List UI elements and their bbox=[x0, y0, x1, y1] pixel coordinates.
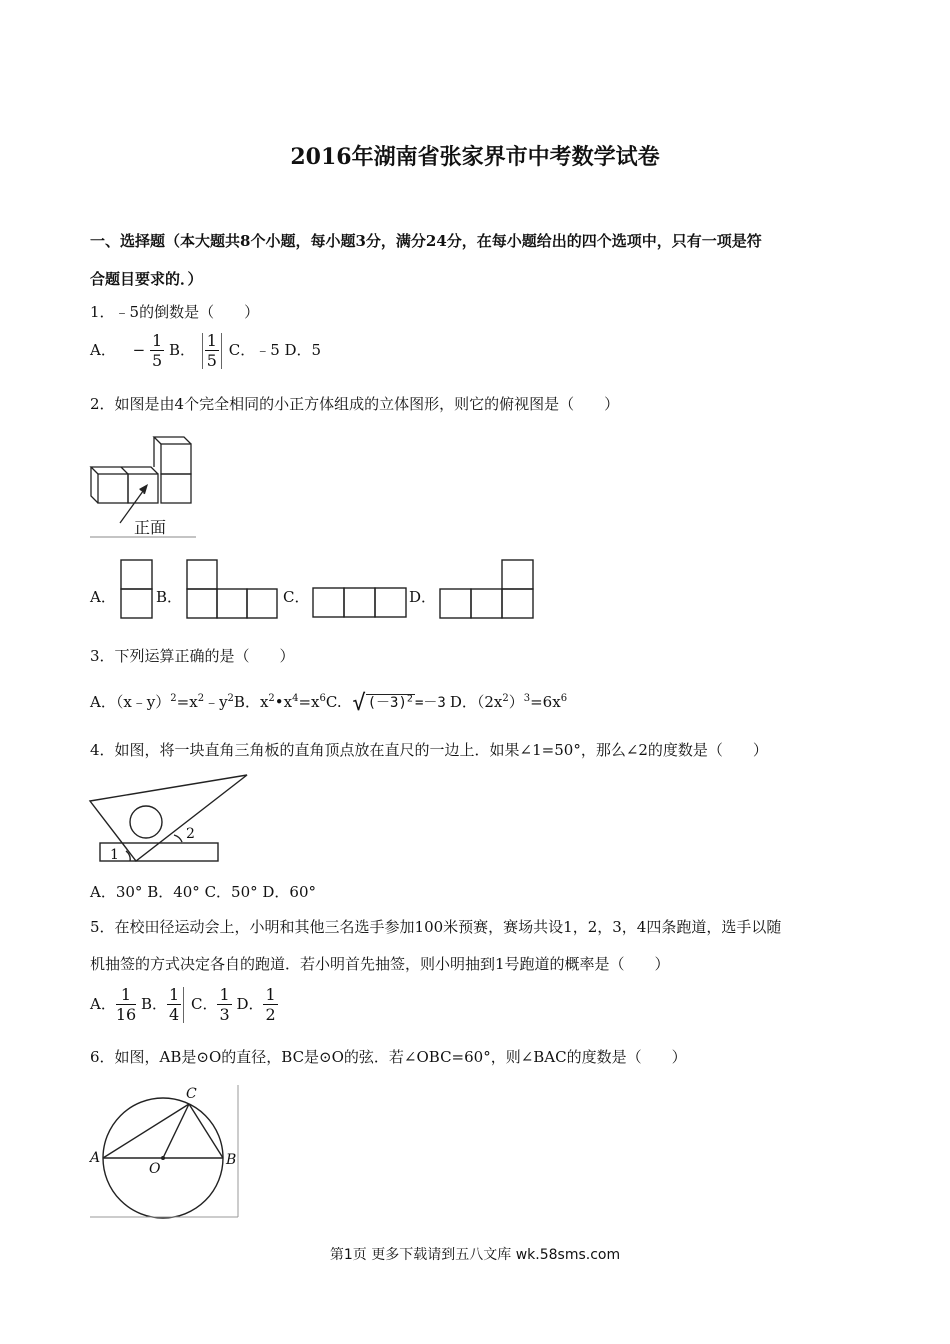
q5-option-b-label: B． bbox=[140, 995, 168, 1013]
q2-option-b-figure bbox=[186, 559, 280, 619]
q3-d-mid: ） bbox=[508, 693, 524, 711]
q3-a-sup1: 2 bbox=[170, 693, 177, 704]
question-2-stem: 2．如图是由4个完全相同的小正方体组成的立体图形，则它的俯视图是（ ） bbox=[90, 395, 620, 413]
q6-point-a: A bbox=[90, 1150, 101, 1166]
q3-c-inner: (－3) bbox=[367, 695, 407, 711]
q5-b-numerator: 1 bbox=[169, 985, 180, 1004]
question-3-options bbox=[90, 691, 567, 716]
q5-d-denominator: 2 bbox=[265, 1005, 276, 1024]
q5-option-a-fraction bbox=[116, 987, 136, 1023]
q1-options-rest: C．﹣5 D．5 bbox=[228, 341, 322, 359]
q5-bar-b bbox=[183, 987, 184, 1023]
q3-b-mid2: =x bbox=[298, 693, 320, 711]
page-title: 2016年湖南省张家界市中考数学试卷 bbox=[290, 144, 660, 170]
q5-a-denominator: 16 bbox=[115, 1005, 137, 1024]
q6-point-b: B bbox=[226, 1152, 237, 1168]
q3-option-c-label: C. bbox=[325, 693, 342, 711]
q5-option-c-fraction bbox=[217, 987, 231, 1023]
q2-option-d-figure bbox=[439, 559, 535, 619]
question-5-line2: 机抽签的方式决定各自的跑道．若小明首先抽签，则小明抽到1号跑道的概率是（ ） bbox=[90, 955, 670, 973]
q3-a-sup2: 2 bbox=[197, 693, 205, 704]
question-1-options bbox=[90, 333, 321, 369]
q5-c-numerator: 1 bbox=[219, 985, 230, 1004]
q3-a-mid: =x bbox=[176, 693, 198, 711]
q5-a-numerator: 1 bbox=[116, 987, 136, 1005]
q2-option-b-label: B． bbox=[156, 588, 183, 606]
q5-option-c-label: C． bbox=[190, 995, 218, 1013]
q1-bar-left bbox=[202, 333, 203, 369]
q3-a-mid2: ﹣y bbox=[204, 693, 228, 711]
q1-a-denominator: 5 bbox=[151, 351, 163, 370]
q6-circle-figure bbox=[88, 1085, 240, 1219]
q3-d-sup3: 6 bbox=[560, 693, 568, 704]
q4-angle-1-label: 1 bbox=[110, 847, 119, 863]
q2-option-a-figure bbox=[120, 559, 154, 619]
q4-ruler-triangle-figure bbox=[88, 772, 250, 864]
question-5-options bbox=[90, 987, 278, 1023]
q5-option-d-label: D． bbox=[236, 995, 264, 1013]
q3-a-sup3: 2 bbox=[227, 693, 234, 704]
q5-d-numerator: 1 bbox=[265, 985, 276, 1004]
question-4-options: A．30° B．40° C．50° D．60° bbox=[90, 883, 317, 901]
q3-b-sup3: 6 bbox=[319, 693, 326, 704]
q3-option-d-label: D．（2x bbox=[449, 693, 503, 711]
q3-c-rhs: =－3 bbox=[414, 695, 446, 711]
q3-d-sup2: 3 bbox=[523, 693, 531, 704]
q2-option-c-label: C． bbox=[283, 588, 310, 606]
q3-c-sup: 2 bbox=[406, 693, 413, 705]
q2-option-c-figure bbox=[312, 587, 408, 619]
q6-point-c: C bbox=[186, 1086, 197, 1102]
q3-d-sup1: 2 bbox=[502, 693, 509, 704]
question-4-stem: 4．如图，将一块直角三角板的直角顶点放在直尺的一边上．如果∠1=50°，那么∠2的度数是（ ） bbox=[90, 741, 768, 759]
q5-c-denominator: 3 bbox=[219, 1005, 230, 1024]
q3-d-mid2: =6x bbox=[530, 693, 561, 711]
q5-b-denominator: 4 bbox=[169, 1005, 180, 1024]
q2-front-label: 正面 bbox=[134, 518, 167, 537]
q1-option-a-label: A． bbox=[90, 341, 116, 359]
q3-b-sup2: 4 bbox=[292, 693, 299, 704]
q1-option-a-sign: − bbox=[132, 341, 146, 359]
q1-b-denominator: 5 bbox=[206, 351, 217, 370]
q2-option-a-label: A． bbox=[90, 588, 116, 606]
question-3-stem: 3．下列运算正确的是（ ） bbox=[90, 647, 295, 665]
sqrt-sign-icon: √ bbox=[352, 691, 366, 716]
question-5-line1: 5．在校田径运动会上，小明和其他三名选手参加100米预赛，赛场共设1，2，3，4四条跑道，选手以随 bbox=[90, 918, 782, 936]
q3-option-a-label: A．（x﹣y） bbox=[90, 693, 171, 711]
q6-point-o: O bbox=[149, 1161, 161, 1177]
q1-bar-right bbox=[221, 333, 222, 369]
q2-option-d-label: D． bbox=[409, 588, 437, 606]
q3-c-radicand bbox=[366, 694, 415, 711]
q1-option-b-fraction bbox=[205, 333, 219, 369]
question-1-stem: 1．﹣5的倒数是（ ） bbox=[90, 303, 260, 321]
question-6-stem: 6．如图，AB是⊙O的直径，BC是⊙O的弦．若∠OBC=60°，则∠BAC的度数是（ ） bbox=[90, 1048, 687, 1066]
q3-option-b-label: B．x bbox=[233, 693, 269, 711]
q2-cube-figure bbox=[88, 434, 198, 540]
section-heading-line1: 一、选择题（本大题共8个小题，每小题3分，满分24分，在每小题给出的四个选项中，只有一项是符 bbox=[90, 232, 762, 250]
q1-option-a-fraction bbox=[150, 333, 164, 369]
q5-option-d-fraction bbox=[263, 987, 277, 1023]
q3-b-sup1: 2 bbox=[268, 693, 275, 704]
q3-b-mid: •x bbox=[274, 693, 293, 711]
section-heading-line2: 合题目要求的．） bbox=[90, 270, 203, 288]
q1-b-numerator: 1 bbox=[206, 331, 217, 350]
q4-angle-2-label: 2 bbox=[186, 826, 195, 842]
page-footer: 第1页 更多下载请到五八文库 wk.58sms.com bbox=[329, 1247, 621, 1263]
q5-option-a-label: A． bbox=[90, 995, 116, 1013]
q5-option-b-fraction bbox=[167, 987, 181, 1023]
q1-a-numerator: 1 bbox=[151, 331, 163, 350]
q3-option-c-sqrt bbox=[352, 691, 445, 716]
q1-option-b-label: B． bbox=[168, 341, 195, 359]
